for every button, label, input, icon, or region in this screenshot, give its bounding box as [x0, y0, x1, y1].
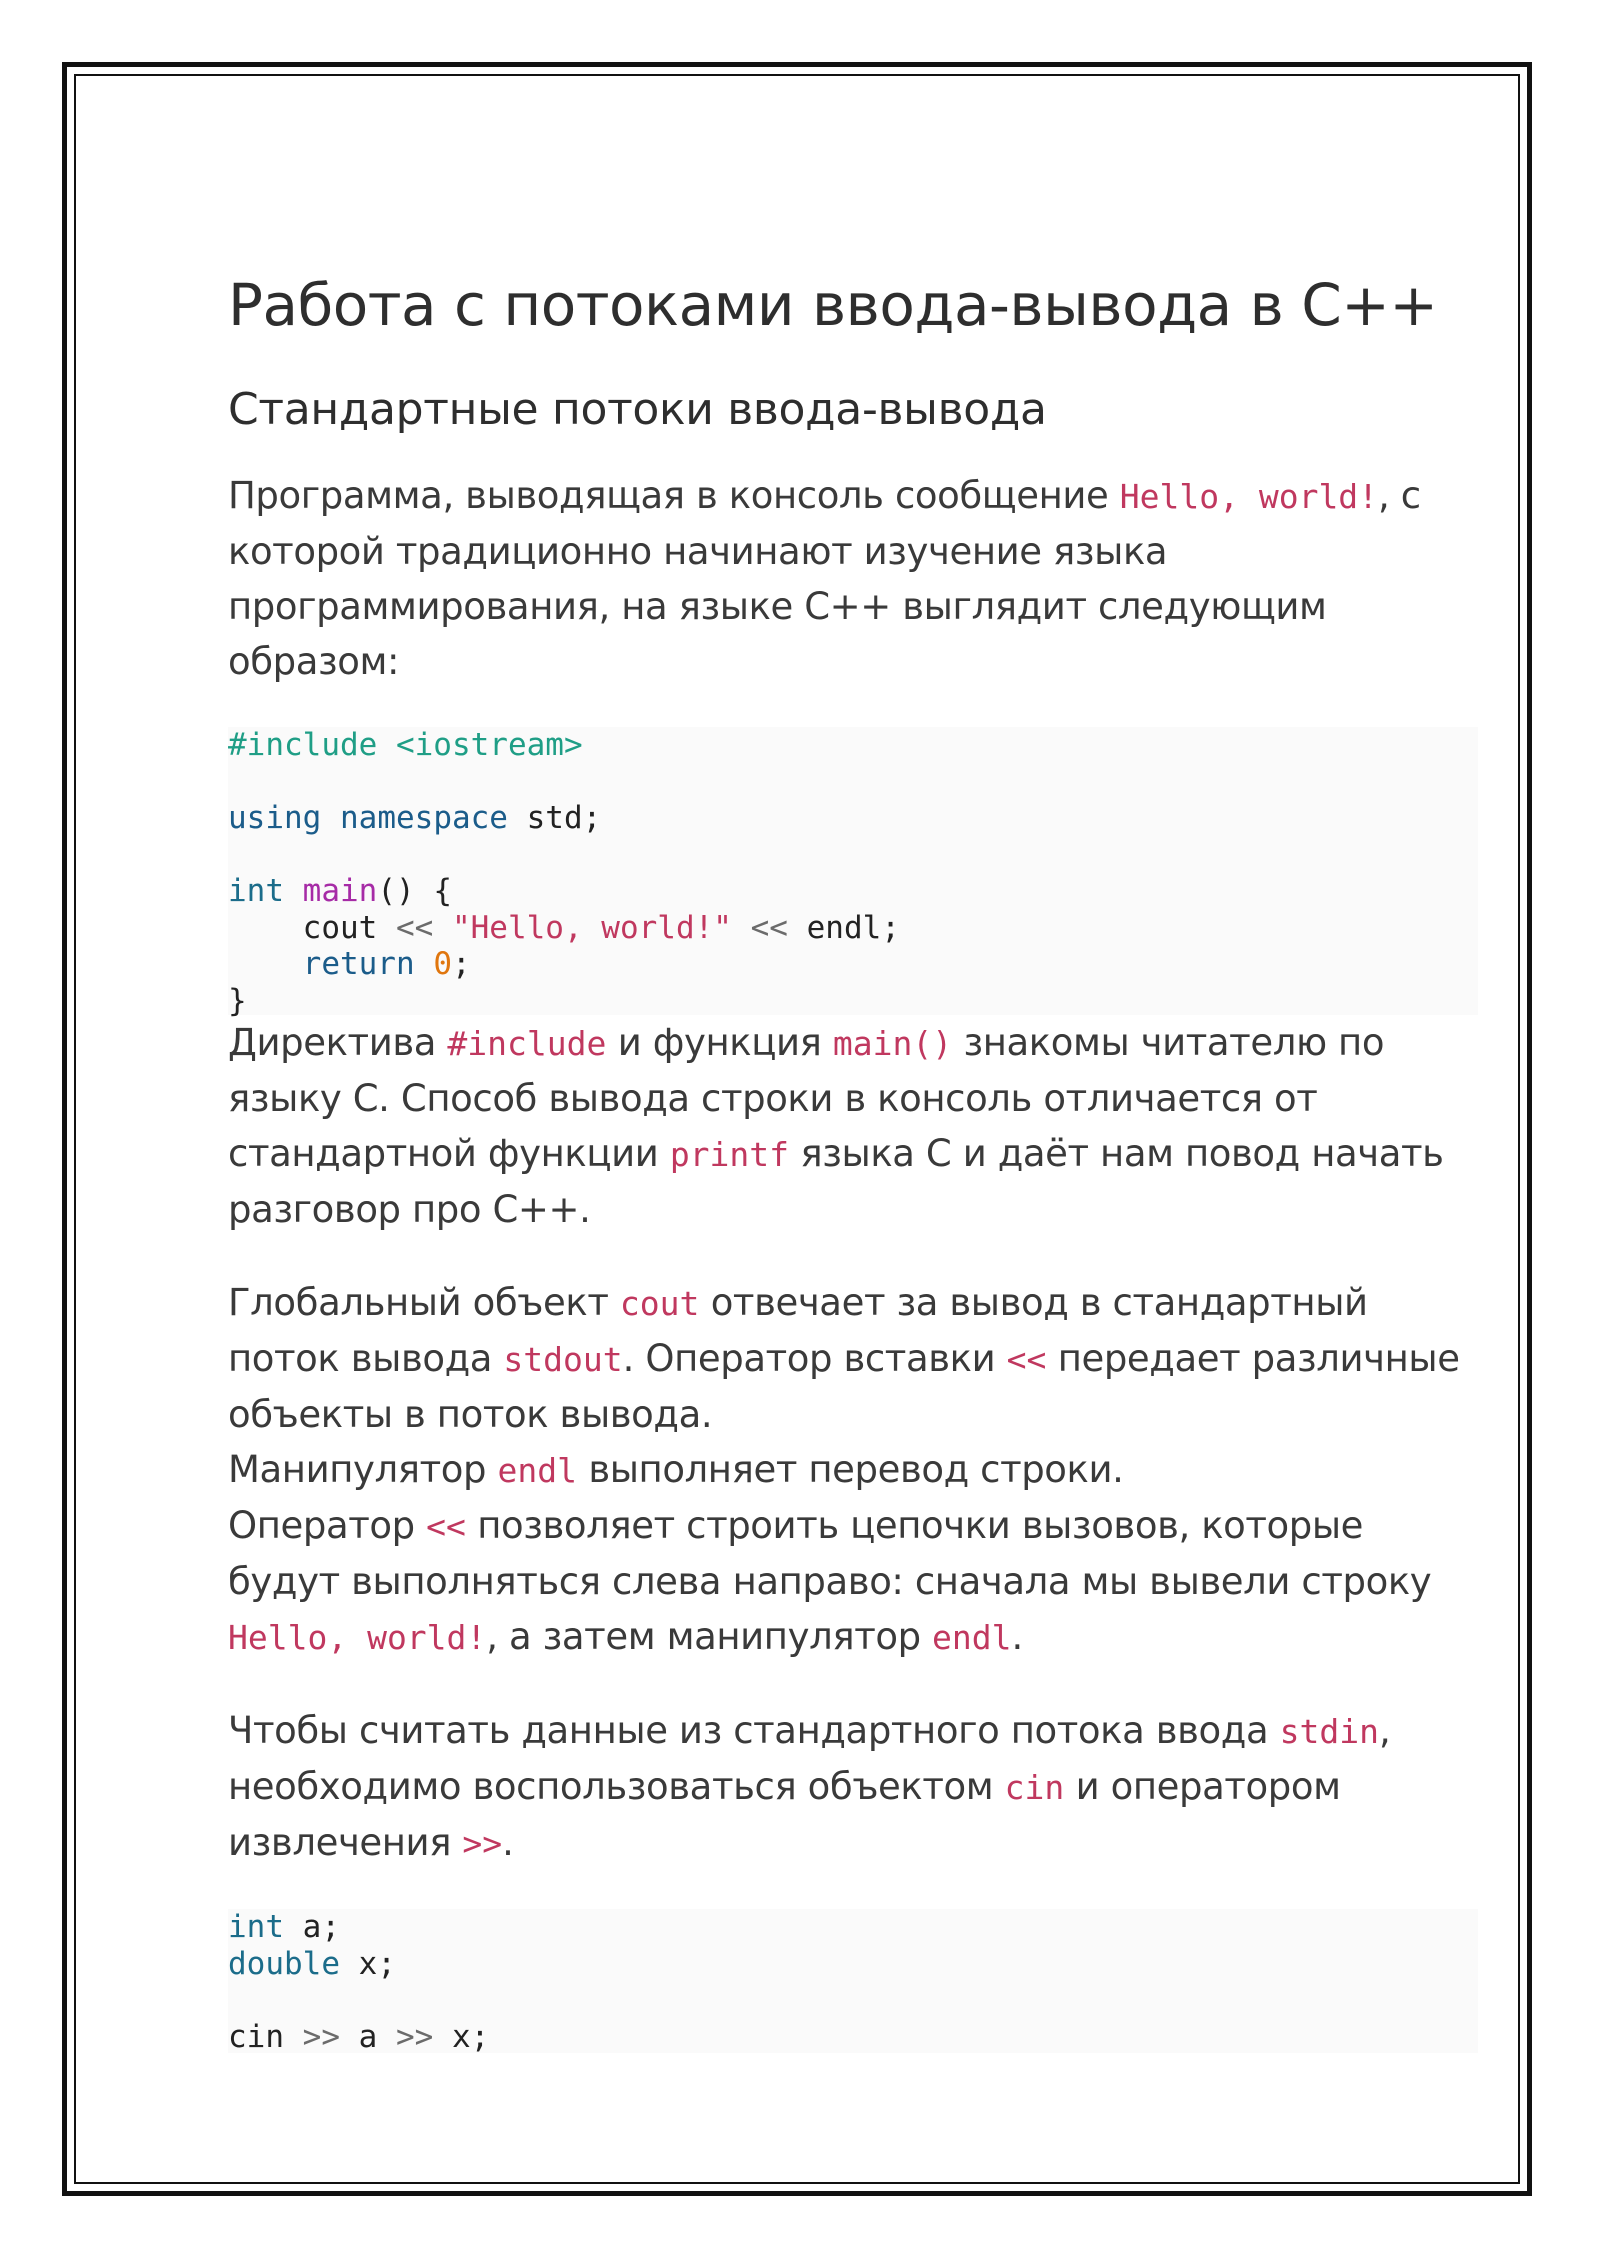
code-operator: << — [750, 909, 788, 946]
paragraph-chaining — [228, 1498, 1478, 1665]
code-operator: >> — [302, 2018, 340, 2055]
code-keyword: return — [302, 946, 415, 982]
code-text: std; — [507, 800, 602, 836]
code-text: () { — [377, 873, 452, 909]
code-text: x; — [339, 1945, 396, 1982]
text: . — [1011, 1615, 1023, 1658]
text: Программа, выводящая в консоль сообщение — [228, 474, 1120, 517]
code-text: a; — [284, 1909, 340, 1945]
code-text: } — [228, 982, 247, 1019]
inline-code: stdout — [503, 1340, 623, 1379]
code-keyword: using — [228, 800, 322, 836]
text: выполняет перевод строки. — [576, 1448, 1124, 1491]
paragraph-intro — [228, 468, 1478, 689]
document-content — [228, 270, 1478, 2053]
code-text: endl; — [787, 909, 900, 946]
code-type: int — [228, 873, 284, 909]
inline-code: main() — [832, 1024, 953, 1063]
code-text: a — [339, 2018, 396, 2055]
text: Оператор — [228, 1504, 427, 1547]
inline-code: >> — [462, 1824, 503, 1863]
text: . Оператор вставки — [622, 1337, 1007, 1380]
code-text: ; — [451, 946, 471, 982]
inline-code: endl — [932, 1618, 1012, 1657]
text: позволяет строить цепочки вызовов, которые будут выполняться слева направо: сначала мы вывели строку — [228, 1504, 1432, 1603]
code-block-cin — [228, 1909, 1478, 2053]
text: , а затем манипулятор — [486, 1615, 933, 1658]
text: Манипулятор — [228, 1448, 498, 1491]
text: языка С и даёт нам повод начать разговор про C++. — [228, 1132, 1444, 1231]
code-operator: << — [395, 909, 434, 946]
code-text: x; — [433, 2018, 490, 2055]
text: Директива — [228, 1021, 448, 1064]
text: отвечает за вывод в стандартный поток вывода — [228, 1281, 1368, 1380]
code-text — [228, 946, 303, 982]
inline-code: cout — [619, 1284, 700, 1323]
paragraph-endl — [228, 1442, 1478, 1498]
code-text: cin — [228, 2018, 303, 2055]
code-type: int — [228, 1909, 284, 1945]
page-title: Работа с потоками ввода-вывода в C++ — [228, 271, 1438, 339]
paragraph-directive — [228, 1015, 1478, 1237]
inline-code: Hello, world! — [228, 1618, 487, 1657]
inline-code: Hello, world! — [1119, 477, 1379, 516]
paragraph-stdin — [228, 1703, 1478, 1871]
code-function: main — [302, 873, 378, 909]
inline-code: << — [1006, 1340, 1047, 1379]
code-number: 0 — [433, 946, 452, 982]
inline-code: stdin — [1279, 1712, 1379, 1751]
inline-code: cin — [1004, 1768, 1065, 1807]
code-text: cout — [228, 909, 396, 946]
code-type: double — [228, 1945, 340, 1982]
inline-code: printf — [669, 1135, 790, 1174]
text: передает различные объекты в поток вывода. — [228, 1337, 1460, 1436]
inline-code: endl — [497, 1451, 577, 1490]
inline-code: #include — [447, 1024, 607, 1063]
text: , необходимо воспользоваться объектом — [228, 1709, 1391, 1808]
text: , с которой традиционно начинают изучение языка программирования, на языке C++ выглядит следующим образом: — [228, 474, 1421, 683]
code-block-hello-world — [228, 727, 1478, 1019]
text: Чтобы считать данные из стандартного потока ввода — [228, 1709, 1280, 1752]
code-string: "Hello, world!" — [451, 909, 732, 946]
paragraph-cout — [228, 1275, 1478, 1442]
text: и функция — [606, 1021, 833, 1064]
code-operator: >> — [395, 2018, 434, 2055]
inline-code: << — [426, 1507, 466, 1546]
section-title: Стандартные потоки ввода-вывода — [228, 384, 1047, 435]
text: и оператором извлечения — [228, 1765, 1341, 1864]
code-include: #include <iostream> — [228, 727, 583, 763]
text: знакомы читателю по языку С. Способ вывода строки в консоль отличается от стандартной функции — [228, 1021, 1385, 1175]
text: Глобальный объект — [228, 1281, 620, 1324]
code-keyword: namespace — [340, 800, 508, 836]
text: . — [502, 1821, 514, 1864]
